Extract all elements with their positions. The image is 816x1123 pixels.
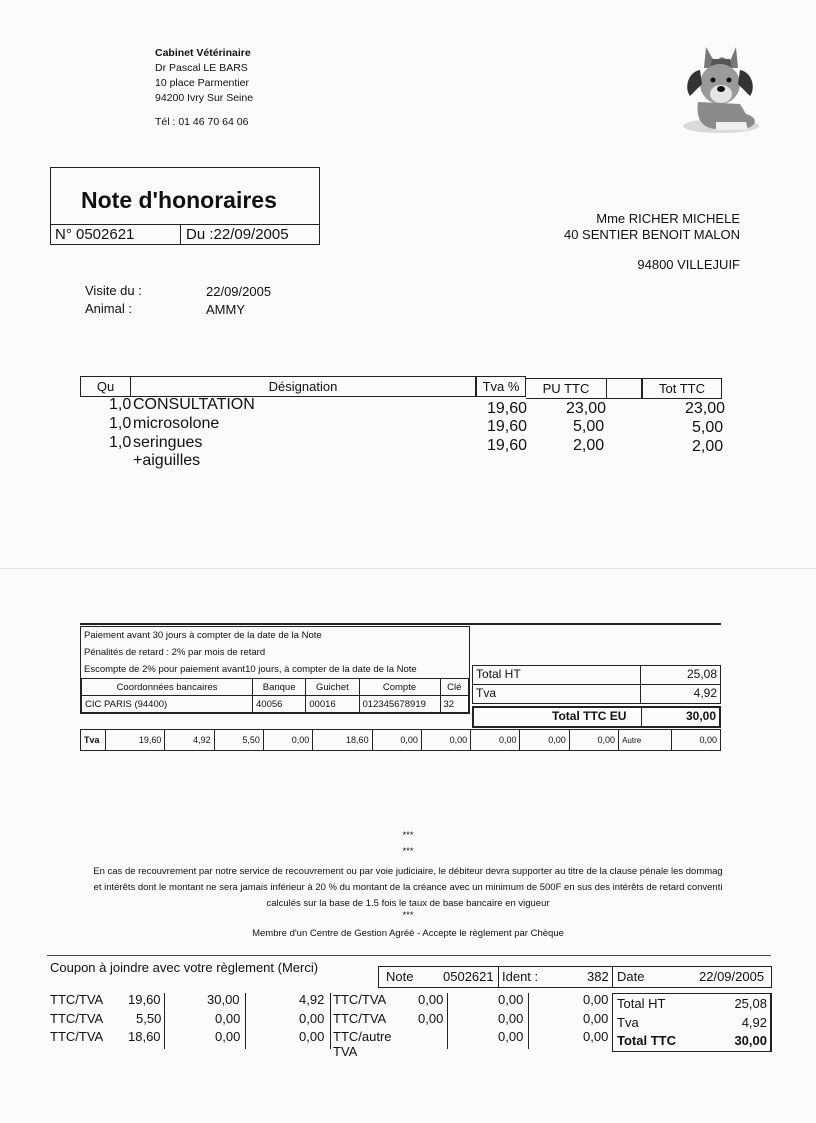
tva-cell: 0,00 [421,730,470,751]
item-total: 23,00 [685,400,726,417]
item-qty: 1,0 [109,396,132,413]
client-name: Mme RICHER MICHELE [596,211,740,226]
tva-cell: 5,50 [214,730,263,751]
coupon-col-divider [528,993,529,1049]
item-tva: 19,60 [487,418,528,435]
invoice-title-box [50,167,320,245]
coupon-note-number: 0502621 [443,969,494,984]
coupon-header-divider [612,967,613,987]
coupon-tva: 0,00 [299,1029,325,1044]
tva-autre-label: Autre [619,730,672,751]
coupon-note-label: Note [386,969,414,984]
animal-label: Animal : [85,301,132,316]
coupon-ttc: 30,00 [207,992,240,1007]
invoice-divider [180,225,181,244]
coupon-rate-2: 0,00 [418,1011,444,1026]
coupon-title: Coupon à joindre avec votre règlement (Merci) [50,960,319,975]
total-ttc-row [472,706,721,728]
col-tva-header: Tva % [476,376,526,397]
bank-account-value: 012345678919 [359,696,440,713]
coupon-col-divider [330,993,331,1049]
dog-cat-logo-icon [676,44,766,136]
invoice-title: Note d'honoraires [81,187,277,213]
invoice-date: Du :22/09/2005 [186,226,289,243]
total-tva-row [472,685,721,704]
item-designation: microsolone [133,415,220,432]
legal-line: et intérêts dont le montant ne sera jamais inférieur à 20 % du montant de la créance avec un minimum de 500F en sus des intérêts de retard conventi [93,882,723,893]
coupon-ttc-label-2: TTC/TVA [333,992,387,1007]
tva-cell: 0,00 [471,730,520,751]
total-ttc-label: Total TTC EU [552,709,627,723]
coupon-ttc: 0,00 [215,1011,241,1026]
bank-branch-header: Guichet [306,679,359,696]
tva-cell: 4,92 [165,730,214,751]
bank-details-table [81,678,469,713]
condition-line: Paiement avant 30 jours à compter de la date de la Note [84,630,322,641]
item-unit-price: 5,00 [573,418,605,435]
section-rule [80,623,721,625]
total-ht-row [472,665,721,685]
totals-box [472,665,721,728]
clinic-header [155,46,253,130]
paper-fold [0,568,816,569]
tva-breakdown-label: Tva [81,730,106,751]
item-unit-price: 2,00 [573,437,605,454]
coupon-tva-2: 0,00 [583,1011,609,1026]
coupon-ttc-label: TTC/TVA [50,992,104,1007]
col-unit-price-header: PU TTC [526,378,607,399]
clinic-doctor: Dr Pascal LE BARS [155,62,248,74]
clinic-city: 94200 Ivry Sur Seine [155,92,254,104]
coupon-rate-2: 0,00 [418,992,444,1007]
tva-cell: 19,60 [106,730,165,751]
coupon-col-divider [447,993,448,1049]
total-ht-value: 25,08 [686,667,717,681]
client-street: 40 SENTIER BENOIT MALON [563,227,740,242]
stars-divider: *** [402,830,414,841]
membership-note: Membre d'un Centre de Gestion Agréé - Accepte le règlement par Chèque [252,928,564,939]
col-spacer-header [606,378,642,399]
invoice-number: N° 0502621 [55,226,135,243]
item-tva: 19,60 [487,437,528,454]
total-tva-value: 4,92 [693,686,717,700]
item-total: 2,00 [692,438,724,455]
tva-cell: 0,00 [372,730,421,751]
tva-cell: 0,00 [569,730,618,751]
coupon-total-ttc-value: 30,00 [734,1033,767,1048]
coupon-header [378,966,772,988]
legal-line: En cas de recouvrement par notre service de recouvrement ou par voie judiciaire, le débiteur devra supporter au titre de la clause pénale les dommag [93,866,723,877]
coupon-date-label: Date [617,969,645,984]
coupon-ttc-2: 0,00 [498,1029,524,1044]
coupon-ttc: 0,00 [215,1029,241,1044]
coupon-ttc-2: 0,00 [498,992,524,1007]
client-city: 94800 VILLEJUIF [637,257,740,272]
bank-key-header: Clé [440,679,469,696]
coupon-rate: 18,60 [128,1029,161,1044]
clinic-name: Cabinet Vétérinaire [155,47,251,59]
payment-conditions [80,626,470,714]
item-tva: 19,60 [487,400,528,417]
clinic-street: 10 place Parmentier [155,77,249,89]
coupon-rate: 19,60 [128,992,161,1007]
animal-name: AMMY [206,302,245,317]
tva-cell: 0,00 [520,730,569,751]
visit-label: Visite du : [85,283,142,298]
coupon-tva-label: Tva [617,1015,639,1030]
visit-date: 22/09/2005 [206,284,272,299]
coupon-ident-label: Ident : [502,969,539,984]
item-unit-price: 23,00 [566,400,607,417]
coupon-date-value: 22/09/2005 [699,969,765,984]
bank-code-header: Banque [253,679,306,696]
coupon-total-ttc-label: Total TTC [617,1033,676,1048]
stars-divider: *** [402,846,414,857]
coupon-ttc-label: TTC/TVA [50,1011,104,1026]
coupon-ttc-label: TTC/TVA [50,1029,104,1044]
item-qty: 1,0 [109,434,132,451]
coupon-ttc-2: 0,00 [498,1011,524,1026]
item-qty: 1,0 [109,415,132,432]
legal-line: calculés sur la base de 1.5 fois le taux de base bancaire en vigueur [266,898,550,909]
coupon-tva: 0,00 [299,1011,325,1026]
tva-cell: 0,00 [263,730,312,751]
total-ht-label: Total HT [476,667,521,681]
col-total-header: Tot TTC [642,378,722,399]
coupon-ident-value: 382 [587,969,609,984]
bank-account-header: Compte [359,679,440,696]
coupon-tva-2: 0,00 [583,992,609,1007]
col-qty-header: Qu [80,376,131,397]
coupon-col-divider [245,993,246,1049]
items-table-header [80,376,722,396]
invoice-number-row [51,224,319,244]
item-designation: seringues +aiguilles [133,434,203,469]
totals-divider [640,666,641,684]
coupon-total-ht-value: 25,08 [734,996,767,1011]
item-designation: CONSULTATION [133,396,255,413]
client-address [564,211,740,273]
tva-breakdown-table [80,729,721,751]
bank-code-value: 40056 [253,696,306,713]
coupon-tva-value: 4,92 [741,1015,767,1030]
coupon-ttc-label-2: TTC/autre TVA [333,1029,392,1059]
totals-divider [641,708,642,726]
bank-key-value: 32 [440,696,469,713]
coupon-rate: 5,50 [136,1011,162,1026]
bank-branch-value: 00016 [306,696,359,713]
tva-cell: 18,60 [313,730,372,751]
bank-coords-value: CIC PARIS (94400) [82,696,253,713]
coupon-totals-box [612,993,772,1052]
totals-divider [640,685,641,703]
coupon-ttc-label-2: TTC/TVA [333,1011,387,1026]
condition-line: Escompte de 2% pour paiement avant10 jours, à compter de la date de la Note [84,664,417,675]
coupon-total-ht-label: Total HT [617,996,666,1011]
total-ttc-value: 30,00 [685,709,716,723]
coupon-cut-line [47,955,771,956]
tva-cell: 0,00 [671,730,720,751]
col-designation-header: Désignation [130,376,476,397]
coupon-tva: 4,92 [299,992,325,1007]
total-tva-label: Tva [476,686,497,700]
condition-line: Pénalités de retard : 2% par mois de retard [84,647,266,658]
coupon-col-divider [164,993,165,1049]
coupon-header-divider [498,967,499,987]
coupon-tva-2: 0,00 [583,1029,609,1044]
clinic-phone: Tél : 01 46 70 64 06 [155,116,249,128]
stars-divider: *** [402,910,414,921]
bank-coords-header: Coordonnées bancaires [82,679,253,696]
item-total: 5,00 [692,419,724,436]
